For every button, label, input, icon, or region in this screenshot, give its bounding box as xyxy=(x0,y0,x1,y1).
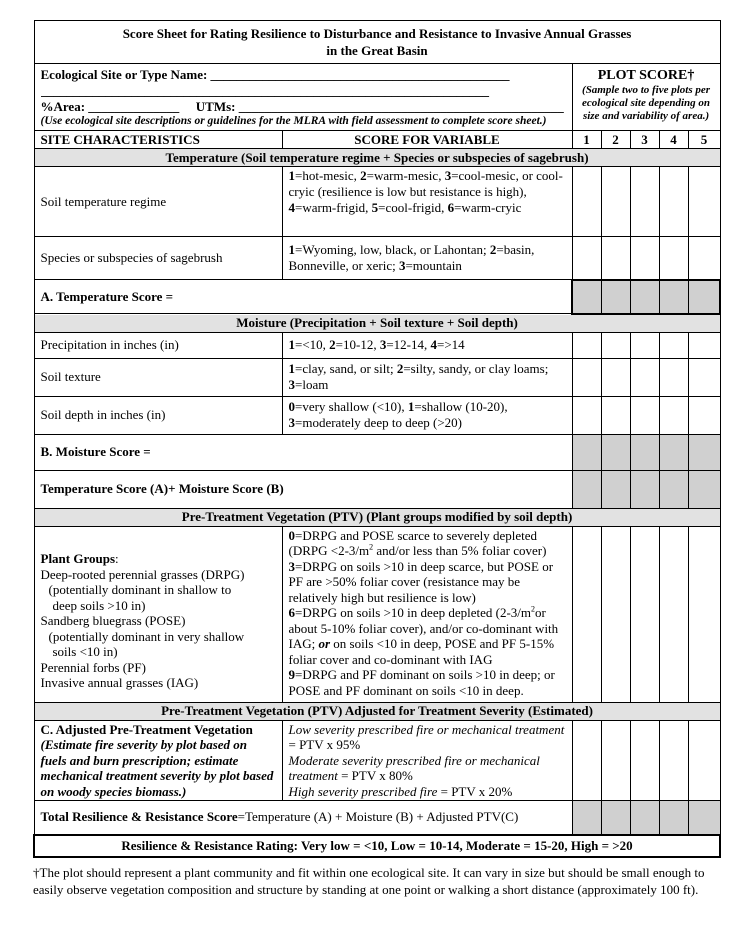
low-severity-line: Low severity prescribed fire or mechanical treatment = PTV x 95% xyxy=(288,721,565,752)
soil-temperature-plot-2[interactable] xyxy=(601,167,630,237)
area-utm-fields xyxy=(41,99,566,115)
plot-score-header xyxy=(572,64,720,131)
high-severity-line: High severity prescribed fire = PTV x 20% xyxy=(288,783,513,799)
ptv-plot-4[interactable] xyxy=(659,526,688,702)
sagebrush-row xyxy=(34,237,720,280)
adjusted-ptv-score-text xyxy=(282,720,572,800)
plant-group-iag: Invasive annual grasses (IAG) xyxy=(40,675,199,691)
plot-1-header: 1 xyxy=(572,131,601,149)
adjusted-ptv-plot-4[interactable] xyxy=(659,720,688,800)
temperature-score-plot-5[interactable] xyxy=(688,280,720,314)
temperature-score-plot-3[interactable] xyxy=(630,280,659,314)
plot-5-header: 5 xyxy=(688,131,720,149)
soil-temperature-plot-4[interactable] xyxy=(659,167,688,237)
combined-score-row xyxy=(34,470,720,508)
soil-texture-plot-1[interactable] xyxy=(572,358,601,396)
temperature-section-header: Temperature (Soil temperature regime + Species or subspecies of sagebrush) xyxy=(34,149,720,167)
plant-groups-title: Plant Groups: xyxy=(40,551,119,567)
sagebrush-plot-2[interactable] xyxy=(601,237,630,280)
moderate-severity-line: Moderate severity prescribed fire or mechanical treatment = PTV x 80% xyxy=(288,752,540,783)
plant-group-pose: Sandberg bluegrass (POSE) xyxy=(40,613,186,629)
title-row xyxy=(34,21,720,64)
precipitation-plot-4[interactable] xyxy=(659,332,688,358)
total-score-plot-5[interactable] xyxy=(688,800,720,835)
adjusted-section-row xyxy=(34,702,720,720)
title-line-1: Score Sheet for Rating Resilience to Disturbance and Resistance to Invasive Annual Grasses xyxy=(122,26,632,41)
soil-depth-score-text: 0=very shallow (<10), 1=shallow (10-20), 3=moderately deep to deep (>20) xyxy=(282,396,572,434)
ptv-plot-3[interactable] xyxy=(630,526,659,702)
site-characteristics-header: SITE CHARACTERISTICS xyxy=(34,131,282,149)
column-header-row xyxy=(34,131,720,149)
soil-depth-plot-1[interactable] xyxy=(572,396,601,434)
moisture-score-plot-2[interactable] xyxy=(601,434,630,470)
moisture-score-plot-5[interactable] xyxy=(688,434,720,470)
moisture-section-header: Moisture (Precipitation + Soil texture + Soil depth) xyxy=(34,314,720,333)
adjusted-ptv-plot-3[interactable] xyxy=(630,720,659,800)
precipitation-score-text: 1=<10, 2=10-12, 3=12-14, 4=>14 xyxy=(282,332,572,358)
combined-score-label: Temperature Score (A)+ Moisture Score (B) xyxy=(34,470,572,508)
total-score-plot-3[interactable] xyxy=(630,800,659,835)
temperature-score-row xyxy=(34,280,720,314)
combined-score-plot-1[interactable] xyxy=(572,470,601,508)
soil-temperature-label: Soil temperature regime xyxy=(34,167,282,237)
soil-texture-plot-5[interactable] xyxy=(688,358,720,396)
sagebrush-plot-4[interactable] xyxy=(659,237,688,280)
adjusted-ptv-title: C. Adjusted Pre-Treatment Vegetation xyxy=(40,721,253,737)
title-line-2: in the Great Basin xyxy=(326,43,428,58)
sagebrush-score-text: 1=Wyoming, low, black, or Lahontan; 2=basin, Bonneville, or xeric; 3=mountain xyxy=(282,237,572,280)
ptv-score-text: 0=DRPG and POSE scarce to severely depleted (DRPG $<2-3/m^2$ and/or less than 5% foliar cover) 3=DRPG on soils >10 in deep scarce, but POSE or PF are >50% foliar cover (resistance may be relatively high but resilience is low) 6=DRPG on soils >10 in deep depleted ($2-3/m^2or$ about 5-10% foliar cover), and/or co-dominant with IAG; or on soils <10 in deep, POSE and PF 5-15% foliar cover and co-dominant with IAG 9=DRPG and PF dominant on soils >10 in deep; or POSE and PF dominant on soils <10 in deep. xyxy=(282,526,572,702)
moisture-score-row xyxy=(34,434,720,470)
plant-groups-label xyxy=(34,526,282,702)
adjusted-ptv-plot-2[interactable] xyxy=(601,720,630,800)
total-score-label: Total Resilience & Resistance Score=Temperature (A) + Moisture (B) + Adjusted PTV(C) xyxy=(34,800,572,835)
moisture-section-row xyxy=(34,314,720,333)
plant-group-pose-note-2: soils <10 in) xyxy=(52,644,118,660)
precipitation-plot-1[interactable] xyxy=(572,332,601,358)
precipitation-plot-3[interactable] xyxy=(630,332,659,358)
sagebrush-label: Species or subspecies of sagebrush xyxy=(34,237,282,280)
moisture-score-label: B. Moisture Score = xyxy=(34,434,572,470)
plant-group-drpg-note-1: (potentially dominant in shallow to xyxy=(48,582,232,598)
soil-depth-plot-5[interactable] xyxy=(688,396,720,434)
soil-texture-row xyxy=(34,358,720,396)
adjusted-ptv-plot-5[interactable] xyxy=(688,720,720,800)
score-sheet xyxy=(33,20,719,858)
soil-texture-plot-4[interactable] xyxy=(659,358,688,396)
adjusted-section-header: Pre-Treatment Vegetation (PTV) Adjusted for Treatment Severity (Estimated) xyxy=(34,702,720,720)
plot-score-title: PLOT SCORE† xyxy=(597,68,695,83)
footnote: †The plot should represent a plant community and fit within one ecological site. It can vary in size but should be small enough to easily observe vegetation composition and structure by standing at one point or walking a short distance (approximately 100 ft). xyxy=(33,865,705,897)
ecological-site-field[interactable]: Ecological Site or Type Name: ______________________________________________ xyxy=(40,67,510,82)
score-table xyxy=(33,20,721,858)
site-info-note: (Use ecological site descriptions or guidelines for the MLRA with field assessment to complete score sheet.) xyxy=(40,115,547,127)
soil-depth-plot-2[interactable] xyxy=(601,396,630,434)
soil-temperature-plot-5[interactable] xyxy=(688,167,720,237)
combined-score-plot-4[interactable] xyxy=(659,470,688,508)
ecological-site-blank-line[interactable]: _____________________________________________________________________ xyxy=(40,83,489,98)
total-score-plot-2[interactable] xyxy=(601,800,630,835)
plant-group-drpg: Deep-rooted perennial grasses (DRPG) xyxy=(40,566,245,582)
ptv-plot-1[interactable] xyxy=(572,526,601,702)
precipitation-plot-2[interactable] xyxy=(601,332,630,358)
temperature-score-label: A. Temperature Score = xyxy=(34,280,572,314)
ptv-plot-5[interactable] xyxy=(688,526,720,702)
soil-temperature-plot-1[interactable] xyxy=(572,167,601,237)
moisture-score-plot-1[interactable] xyxy=(572,434,601,470)
rating-row xyxy=(34,835,720,857)
combined-score-plot-3[interactable] xyxy=(630,470,659,508)
site-info-box xyxy=(34,64,572,131)
sagebrush-plot-3[interactable] xyxy=(630,237,659,280)
soil-temperature-plot-3[interactable] xyxy=(630,167,659,237)
plot-score-note: (Sample two to five plots per ecological site depending on size and variability of area.) xyxy=(582,84,711,122)
resilience-rating: Resilience & Resistance Rating: Very low = <10, Low = 10-14, Moderate = 15-20, High = >20 xyxy=(34,835,720,857)
adjusted-ptv-row xyxy=(34,720,720,800)
plant-group-drpg-note-2: deep soils >10 in) xyxy=(52,597,146,613)
combined-score-plot-5[interactable] xyxy=(688,470,720,508)
combined-score-plot-2[interactable] xyxy=(601,470,630,508)
temperature-score-plot-4[interactable] xyxy=(659,280,688,314)
soil-temperature-row xyxy=(34,167,720,237)
ptv-plot-2[interactable] xyxy=(601,526,630,702)
score-for-variable-header: SCORE FOR VARIABLE xyxy=(282,131,572,149)
plant-groups-row xyxy=(34,526,720,702)
total-score-plot-4[interactable] xyxy=(659,800,688,835)
soil-texture-score-text: 1=clay, sand, or silt; 2=silty, sandy, or clay loams; 3=loam xyxy=(282,358,572,396)
area-field[interactable]: %Area: ______________ xyxy=(40,99,180,114)
plant-group-pose-note-1: (potentially dominant in very shallow xyxy=(48,628,245,644)
moisture-score-plot-4[interactable] xyxy=(659,434,688,470)
total-score-row xyxy=(34,800,720,835)
total-score-plot-1[interactable] xyxy=(572,800,601,835)
precipitation-row xyxy=(34,332,720,358)
ptv-section-header: Pre-Treatment Vegetation (PTV) (Plant groups modified by soil depth) xyxy=(34,508,720,526)
site-info-row xyxy=(34,64,720,131)
adjusted-ptv-note: (Estimate fire severity by plot based on fuels and burn prescription; estimate mechanical treatment severity by plot based on woody species biomass.) xyxy=(40,737,274,799)
sagebrush-plot-1[interactable] xyxy=(572,237,601,280)
plot-2-header: 2 xyxy=(601,131,630,149)
soil-depth-plot-3[interactable] xyxy=(630,396,659,434)
precipitation-plot-5[interactable] xyxy=(688,332,720,358)
soil-texture-plot-3[interactable] xyxy=(630,358,659,396)
temperature-section-row xyxy=(34,149,720,167)
ptv-section-row xyxy=(34,508,720,526)
sagebrush-plot-5[interactable] xyxy=(688,237,720,280)
sheet-title xyxy=(34,21,720,64)
precipitation-label: Precipitation in inches (in) xyxy=(34,332,282,358)
soil-depth-row xyxy=(34,396,720,434)
plot-3-header: 3 xyxy=(630,131,659,149)
utm-field[interactable]: UTMs: __________________________________________________ xyxy=(195,99,564,114)
plant-group-pf: Perennial forbs (PF) xyxy=(40,659,146,675)
temperature-score-plot-1[interactable] xyxy=(572,280,601,314)
plot-4-header: 4 xyxy=(659,131,688,149)
soil-texture-label: Soil texture xyxy=(34,358,282,396)
temperature-score-plot-2[interactable] xyxy=(601,280,630,314)
soil-depth-plot-4[interactable] xyxy=(659,396,688,434)
soil-temperature-score-text: 1=hot-mesic, 2=warm-mesic, 3=cool-mesic, or cool-cryic (resilience is low but resistance is high), 4=warm-frigid, 5=cool-frigid, 6=warm-cryic xyxy=(282,167,572,237)
soil-depth-label: Soil depth in inches (in) xyxy=(34,396,282,434)
moisture-score-plot-3[interactable] xyxy=(630,434,659,470)
soil-texture-plot-2[interactable] xyxy=(601,358,630,396)
adjusted-ptv-plot-1[interactable] xyxy=(572,720,601,800)
adjusted-ptv-label xyxy=(34,720,282,800)
